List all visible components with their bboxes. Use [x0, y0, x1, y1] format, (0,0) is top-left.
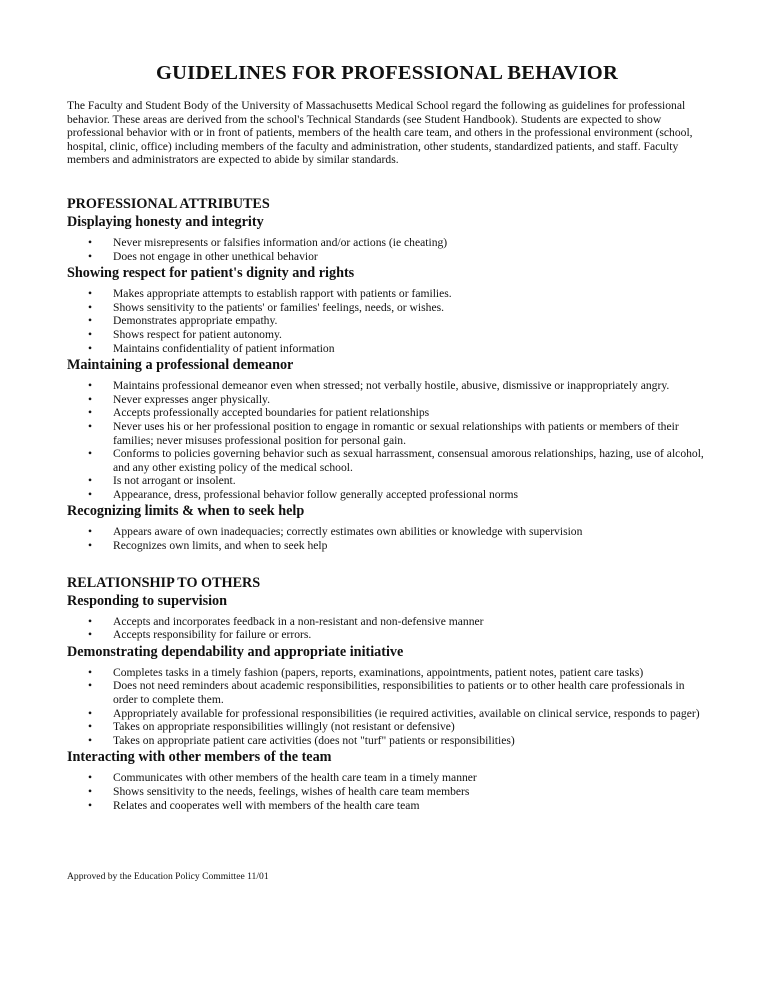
subsection	[67, 593, 707, 642]
subsection	[67, 357, 707, 501]
list-item	[67, 420, 707, 447]
bullet-icon: •	[88, 287, 93, 301]
bullet-list	[67, 525, 707, 552]
list-item	[67, 488, 707, 502]
list-item-text: Shows sensitivity to the patients' or families' feelings, needs, or wishes.	[113, 300, 445, 314]
bullet-list	[67, 379, 707, 501]
page-title: GUIDELINES FOR PROFESSIONAL BEHAVIOR	[156, 62, 618, 84]
bullet-icon: •	[88, 785, 93, 798]
subsection	[67, 503, 707, 552]
subsection-title: Recognizing limits & when to seek help	[67, 503, 305, 520]
list-item	[67, 707, 707, 721]
list-item	[67, 734, 707, 748]
bullet-icon: •	[88, 235, 93, 249]
bullet-icon: •	[88, 406, 93, 420]
list-item-text: Does not need reminders about academic responsibilities, responsibilities to patients or to other health care professionals in order to complete them.	[113, 679, 685, 707]
list-item-text: Maintains professional demeanor even when stressed; not verbally hostile, abusive, dismissive or inappropriately angry.	[113, 379, 670, 393]
list-item	[67, 314, 707, 328]
subsection	[67, 214, 707, 263]
list-item	[67, 447, 707, 474]
list-item	[67, 771, 707, 785]
list-item-text: Shows respect for patient autonomy.	[113, 327, 282, 341]
list-item	[67, 236, 707, 250]
list-item	[67, 328, 707, 342]
list-item-text: Shows sensitivity to the needs, feelings, wishes of health care team members	[113, 785, 470, 798]
subsection-title: Interacting with other members of the team	[67, 749, 332, 766]
list-item-text: Never misrepresents or falsifies information and/or actions (ie cheating)	[113, 235, 448, 249]
subsection	[67, 265, 707, 355]
list-item-text: Accepts responsibility for failure or errors.	[113, 628, 312, 642]
section-title: RELATIONSHIP TO OTHERS	[67, 574, 261, 591]
list-item	[67, 287, 707, 301]
list-item-text: Takes on appropriate responsibilities willingly (not resistant or defensive)	[113, 720, 455, 734]
bullet-icon: •	[88, 300, 93, 314]
bullet-icon: •	[88, 525, 93, 539]
list-item-text: Makes appropriate attempts to establish rapport with patients or families.	[113, 287, 452, 301]
bullet-list	[67, 771, 707, 812]
list-item	[67, 679, 707, 706]
list-item-text: Maintains confidentiality of patient information	[113, 341, 335, 355]
list-item-text: Demonstrates appropriate empathy.	[113, 314, 278, 328]
bullet-icon: •	[88, 327, 93, 341]
bullet-icon: •	[88, 665, 93, 679]
list-item	[67, 301, 707, 315]
subsection-title: Displaying honesty and integrity	[67, 213, 264, 230]
list-item	[67, 539, 707, 553]
bullet-icon: •	[88, 341, 93, 355]
bullet-icon: •	[88, 379, 93, 393]
list-item-text: Accepts professionally accepted boundaries for patient relationships	[113, 406, 430, 420]
list-item-text: Recognizes own limits, and when to seek help	[113, 539, 328, 553]
list-item-text: Communicates with other members of the health care team in a timely manner	[113, 771, 477, 785]
bullet-icon: •	[88, 798, 93, 812]
list-item-text: Appropriately available for professional responsibilities (ie required activities, available on clinical service, responds to pager)	[113, 706, 700, 720]
subsection-title: Maintaining a professional demeanor	[67, 357, 294, 374]
bullet-list	[67, 666, 707, 748]
bullet-icon: •	[88, 314, 93, 328]
list-item	[67, 342, 707, 356]
list-item	[67, 666, 707, 680]
list-item	[67, 785, 707, 799]
bullet-icon: •	[88, 679, 93, 693]
bullet-list	[67, 236, 707, 263]
subsection-title: Demonstrating dependability and appropriate initiative	[67, 643, 404, 660]
list-item	[67, 250, 707, 264]
section	[67, 575, 707, 813]
list-item-text: Conforms to policies governing behavior such as sexual harrassment, consensual amorous relationships, hazing, use of alcohol, and any other existing policy of the medical school.	[113, 447, 704, 474]
list-item-text: Takes on appropriate patient care activities (does not "turf" patients or responsibilities)	[113, 733, 515, 747]
document-page	[67, 62, 707, 813]
bullet-icon: •	[88, 539, 93, 553]
list-item	[67, 720, 707, 734]
bullet-list	[67, 287, 707, 355]
list-item-text: Appearance, dress, professional behavior follow generally accepted professional norms	[113, 487, 518, 501]
bullet-icon: •	[88, 733, 93, 747]
bullet-icon: •	[88, 392, 93, 406]
list-item	[67, 474, 707, 488]
list-item	[67, 393, 707, 407]
list-item	[67, 379, 707, 393]
section-title: PROFESSIONAL ATTRIBUTES	[67, 195, 270, 212]
footer-note: Approved by the Education Policy Committee 11/01	[67, 871, 269, 882]
intro-paragraph: The Faculty and Student Body of the University of Massachusetts Medical School regard the following as guidelines for professional behavior. These areas are derived from the school's Technical Standards (see Student Handbook). Students are expected to show professional behavior with or in front of patients, members of the health care team, and others in the professional environment (school, hospital, clinic, office) including members of the faculty and administration, other students, standardized patients, and staff. Faculty members and administrators are expected to abide by similar standards.	[67, 99, 693, 167]
sections-container	[67, 196, 707, 812]
section	[67, 196, 707, 553]
list-item	[67, 525, 707, 539]
bullet-icon: •	[88, 771, 93, 785]
subsection-title: Showing respect for patient's dignity and rights	[67, 265, 355, 282]
list-item	[67, 628, 707, 642]
list-item-text: Relates and cooperates well with members of the health care team	[113, 798, 420, 812]
bullet-icon: •	[88, 419, 93, 433]
list-item-text: Never expresses anger physically.	[113, 392, 270, 406]
bullet-list	[67, 615, 707, 642]
bullet-icon: •	[88, 706, 93, 720]
bullet-icon: •	[88, 249, 93, 263]
list-item	[67, 406, 707, 420]
subsection	[67, 644, 707, 748]
list-item-text: Is not arrogant or insolent.	[113, 474, 236, 488]
bullet-icon: •	[88, 628, 93, 642]
subsection-title: Responding to supervision	[67, 592, 228, 609]
subsection	[67, 749, 707, 812]
list-item-text: Does not engage in other unethical behavior	[113, 249, 318, 263]
list-item	[67, 799, 707, 813]
bullet-icon: •	[88, 487, 93, 501]
list-item-text: Never uses his or her professional position to engage in romantic or sexual relationships with patients or members of their families; never misuses professional position for personal gain.	[113, 419, 679, 447]
list-item-text: Completes tasks in a timely fashion (papers, reports, examinations, appointments, patient notes, patient care tasks)	[113, 665, 644, 679]
list-item-text: Accepts and incorporates feedback in a non-resistant and non-defensive manner	[113, 614, 484, 628]
list-item-text: Appears aware of own inadequacies; correctly estimates own abilities or knowledge with supervision	[113, 525, 583, 539]
list-item	[67, 615, 707, 629]
bullet-icon: •	[88, 474, 93, 488]
bullet-icon: •	[88, 614, 93, 628]
bullet-icon: •	[88, 720, 93, 734]
bullet-icon: •	[88, 447, 93, 461]
